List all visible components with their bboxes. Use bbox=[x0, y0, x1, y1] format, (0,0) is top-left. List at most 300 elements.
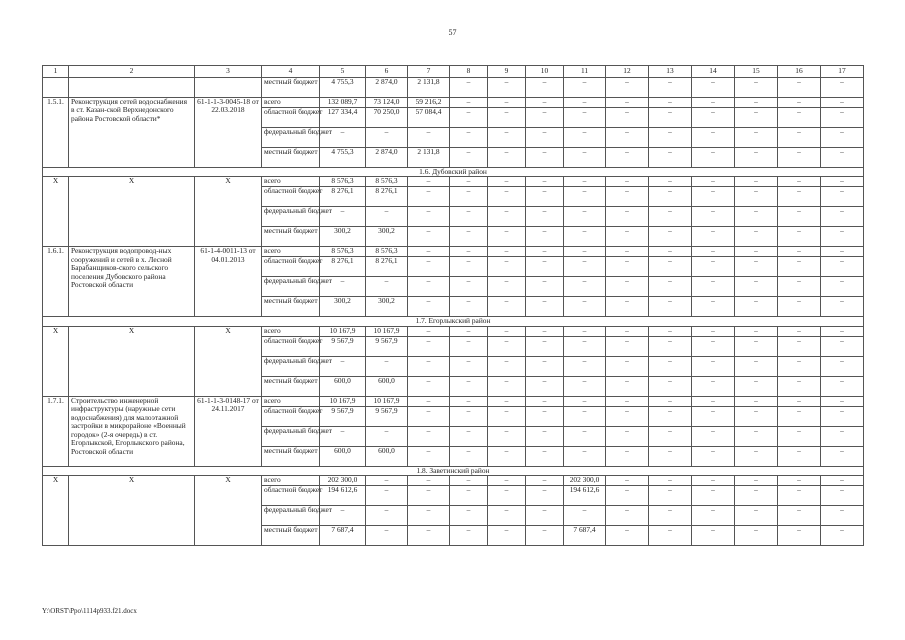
value-cell: – bbox=[778, 446, 821, 466]
value-cell: – bbox=[821, 77, 864, 97]
value-cell: – bbox=[649, 326, 692, 336]
value-cell: – bbox=[692, 406, 735, 426]
value-cell: – bbox=[778, 326, 821, 336]
value-cell: – bbox=[564, 97, 606, 107]
column-header: 16 bbox=[778, 66, 821, 78]
value-cell: – bbox=[692, 356, 735, 376]
project-number-cell: 1.5.1. bbox=[43, 97, 69, 167]
value-cell: – bbox=[488, 257, 526, 277]
value-cell: – bbox=[778, 486, 821, 506]
value-cell: – bbox=[735, 207, 778, 227]
value-cell: – bbox=[821, 396, 864, 406]
value-cell: – bbox=[564, 77, 606, 97]
value-cell: 300,2 bbox=[320, 297, 366, 317]
value-cell: – bbox=[606, 426, 649, 446]
column-header: 9 bbox=[488, 66, 526, 78]
value-cell: – bbox=[692, 107, 735, 127]
value-cell: 8 576,3 bbox=[320, 177, 366, 187]
column-header: 13 bbox=[649, 66, 692, 78]
value-cell: 9 567,9 bbox=[366, 336, 408, 356]
value-cell: – bbox=[564, 187, 606, 207]
value-cell: – bbox=[778, 127, 821, 147]
value-cell: – bbox=[488, 227, 526, 247]
column-header: 12 bbox=[606, 66, 649, 78]
value-cell: – bbox=[450, 476, 488, 486]
value-cell: – bbox=[821, 326, 864, 336]
value-cell: – bbox=[821, 406, 864, 426]
value-cell: – bbox=[778, 526, 821, 546]
budget-type-cell: федеральный бюджет bbox=[262, 207, 320, 227]
value-cell: – bbox=[692, 177, 735, 187]
value-cell: – bbox=[408, 426, 450, 446]
value-cell: – bbox=[526, 277, 564, 297]
value-cell: – bbox=[649, 297, 692, 317]
column-header: 2 bbox=[69, 66, 195, 78]
value-cell: – bbox=[606, 297, 649, 317]
column-header: 14 bbox=[692, 66, 735, 78]
value-cell: – bbox=[526, 177, 564, 187]
x-mark-cell: X bbox=[43, 476, 69, 546]
value-cell: – bbox=[692, 506, 735, 526]
value-cell: 600,0 bbox=[366, 376, 408, 396]
value-cell: – bbox=[649, 147, 692, 167]
value-cell: – bbox=[821, 247, 864, 257]
value-cell: – bbox=[450, 336, 488, 356]
value-cell: – bbox=[606, 376, 649, 396]
value-cell: – bbox=[649, 476, 692, 486]
project-number-cell: 1.6.1. bbox=[43, 247, 69, 317]
section-row bbox=[43, 167, 864, 177]
value-cell: 194 612,6 bbox=[320, 486, 366, 506]
value-cell: – bbox=[606, 107, 649, 127]
value-cell: – bbox=[606, 147, 649, 167]
value-cell: – bbox=[526, 107, 564, 127]
value-cell: – bbox=[488, 486, 526, 506]
value-cell: – bbox=[526, 396, 564, 406]
value-cell: – bbox=[408, 326, 450, 336]
value-cell: – bbox=[450, 326, 488, 336]
value-cell: – bbox=[692, 147, 735, 167]
value-cell: – bbox=[488, 336, 526, 356]
value-cell: 7 687,4 bbox=[320, 526, 366, 546]
value-cell: – bbox=[564, 426, 606, 446]
budget-type-cell: федеральный бюджет bbox=[262, 127, 320, 147]
value-cell: – bbox=[366, 356, 408, 376]
value-cell: – bbox=[564, 227, 606, 247]
value-cell: – bbox=[488, 406, 526, 426]
value-cell: 127 334,4 bbox=[320, 107, 366, 127]
value-cell: – bbox=[564, 506, 606, 526]
table-row bbox=[43, 326, 864, 336]
value-cell: – bbox=[564, 297, 606, 317]
value-cell: – bbox=[735, 77, 778, 97]
value-cell: – bbox=[366, 127, 408, 147]
value-cell: – bbox=[408, 297, 450, 317]
value-cell: – bbox=[821, 107, 864, 127]
value-cell: – bbox=[320, 426, 366, 446]
value-cell: – bbox=[450, 376, 488, 396]
value-cell: – bbox=[821, 187, 864, 207]
value-cell: – bbox=[778, 187, 821, 207]
value-cell: – bbox=[692, 526, 735, 546]
value-cell: – bbox=[649, 177, 692, 187]
value-cell: – bbox=[735, 356, 778, 376]
value-cell: – bbox=[735, 336, 778, 356]
value-cell: – bbox=[821, 376, 864, 396]
value-cell: – bbox=[821, 426, 864, 446]
value-cell: 70 250,0 bbox=[366, 107, 408, 127]
value-cell: – bbox=[778, 426, 821, 446]
value-cell: – bbox=[649, 336, 692, 356]
value-cell: – bbox=[821, 356, 864, 376]
value-cell: – bbox=[408, 486, 450, 506]
value-cell: – bbox=[649, 426, 692, 446]
project-name-cell: Строительство инженерной инфраструктуры (наружные сети водоснабжения) для малоэтажной застройки в микрорайоне «Военный городок» (2-я очередь) в ст. Егорлыкской, Егорлыкского района, Ростовской области bbox=[69, 396, 195, 466]
value-cell: – bbox=[778, 147, 821, 167]
x-mark-cell: X bbox=[69, 476, 195, 546]
value-cell: – bbox=[649, 257, 692, 277]
value-cell: – bbox=[488, 356, 526, 376]
value-cell: – bbox=[526, 227, 564, 247]
value-cell: – bbox=[320, 127, 366, 147]
value-cell: – bbox=[735, 446, 778, 466]
value-cell: – bbox=[450, 77, 488, 97]
file-path-footer: Y:\ORST\Ppo\1114p933.f21.docx bbox=[42, 607, 137, 615]
value-cell: – bbox=[408, 207, 450, 227]
x-mark-cell: X bbox=[195, 476, 262, 546]
value-cell: – bbox=[408, 446, 450, 466]
value-cell: 10 167,9 bbox=[320, 396, 366, 406]
value-cell: – bbox=[366, 526, 408, 546]
value-cell: – bbox=[606, 406, 649, 426]
value-cell: 10 167,9 bbox=[366, 396, 408, 406]
budget-type-cell: всего bbox=[262, 247, 320, 257]
value-cell: – bbox=[320, 356, 366, 376]
value-cell: – bbox=[526, 257, 564, 277]
x-mark-cell: X bbox=[69, 326, 195, 396]
value-cell: – bbox=[649, 396, 692, 406]
value-cell: – bbox=[488, 107, 526, 127]
value-cell: – bbox=[450, 107, 488, 127]
value-cell: – bbox=[366, 426, 408, 446]
budget-type-cell: федеральный бюджет bbox=[262, 506, 320, 526]
value-cell: 2 874,0 bbox=[366, 147, 408, 167]
project-code-cell: 61-1-1-3-0148-17 от 24.11.2017 bbox=[195, 396, 262, 466]
budget-type-cell: федеральный бюджет bbox=[262, 356, 320, 376]
value-cell: – bbox=[366, 486, 408, 506]
value-cell: – bbox=[692, 297, 735, 317]
value-cell: – bbox=[488, 376, 526, 396]
value-cell: – bbox=[488, 187, 526, 207]
value-cell: 10 167,9 bbox=[366, 326, 408, 336]
value-cell: – bbox=[606, 207, 649, 227]
value-cell: – bbox=[821, 476, 864, 486]
value-cell: – bbox=[526, 187, 564, 207]
value-cell: 2 131,8 bbox=[408, 147, 450, 167]
table-row bbox=[43, 177, 864, 187]
value-cell: – bbox=[408, 396, 450, 406]
column-header: 5 bbox=[320, 66, 366, 78]
value-cell: – bbox=[735, 97, 778, 107]
value-cell: – bbox=[778, 247, 821, 257]
value-cell: – bbox=[649, 277, 692, 297]
value-cell: 9 567,9 bbox=[320, 336, 366, 356]
value-cell: – bbox=[320, 506, 366, 526]
value-cell: – bbox=[778, 356, 821, 376]
project-code-cell: 61-1-4-0011-13 от 04.01.2013 bbox=[195, 247, 262, 317]
budget-type-cell: местный бюджет bbox=[262, 227, 320, 247]
value-cell: – bbox=[735, 396, 778, 406]
value-cell: – bbox=[450, 227, 488, 247]
value-cell: – bbox=[450, 356, 488, 376]
value-cell: – bbox=[450, 406, 488, 426]
value-cell: – bbox=[408, 227, 450, 247]
value-cell: – bbox=[778, 476, 821, 486]
value-cell: – bbox=[649, 247, 692, 257]
value-cell: – bbox=[408, 356, 450, 376]
project-name-cell: Реконструкция водопровод-ных сооружений и сетей в х. Лесной Барабанщиков-ского сельского поселения Дубовского района Ростовской области bbox=[69, 247, 195, 317]
budget-type-cell: местный бюджет bbox=[262, 297, 320, 317]
budget-type-cell: всего bbox=[262, 326, 320, 336]
value-cell: – bbox=[564, 207, 606, 227]
table-row bbox=[43, 97, 864, 107]
value-cell: 8 576,3 bbox=[366, 247, 408, 257]
value-cell: 600,0 bbox=[320, 446, 366, 466]
value-cell: – bbox=[526, 356, 564, 376]
value-cell: – bbox=[526, 506, 564, 526]
value-cell: 2 131,8 bbox=[408, 77, 450, 97]
value-cell: – bbox=[778, 376, 821, 396]
value-cell: – bbox=[735, 247, 778, 257]
value-cell: – bbox=[778, 77, 821, 97]
column-header: 10 bbox=[526, 66, 564, 78]
empty-cell bbox=[43, 77, 69, 97]
value-cell: – bbox=[649, 486, 692, 506]
value-cell: – bbox=[778, 406, 821, 426]
column-header: 3 bbox=[195, 66, 262, 78]
column-header: 1 bbox=[43, 66, 69, 78]
value-cell: – bbox=[778, 297, 821, 317]
value-cell: – bbox=[564, 107, 606, 127]
value-cell: – bbox=[735, 376, 778, 396]
value-cell: – bbox=[526, 476, 564, 486]
project-code-cell: 61-1-1-3-0045-18 от 22.03.2018 bbox=[195, 97, 262, 167]
value-cell: – bbox=[649, 127, 692, 147]
value-cell: – bbox=[606, 77, 649, 97]
value-cell: – bbox=[778, 336, 821, 356]
value-cell: – bbox=[526, 326, 564, 336]
value-cell: – bbox=[735, 187, 778, 207]
value-cell: 8 276,1 bbox=[366, 187, 408, 207]
value-cell: – bbox=[606, 476, 649, 486]
empty-cell bbox=[69, 77, 195, 97]
value-cell: – bbox=[488, 297, 526, 317]
value-cell: – bbox=[488, 526, 526, 546]
column-header: 6 bbox=[366, 66, 408, 78]
value-cell: – bbox=[564, 127, 606, 147]
value-cell: – bbox=[735, 177, 778, 187]
budget-table bbox=[42, 65, 864, 546]
value-cell: – bbox=[821, 227, 864, 247]
value-cell: – bbox=[564, 336, 606, 356]
value-cell: – bbox=[450, 486, 488, 506]
value-cell: – bbox=[488, 127, 526, 147]
value-cell: – bbox=[649, 187, 692, 207]
value-cell: 7 687,4 bbox=[564, 526, 606, 546]
section-title: 1.7. Егорлыкский район bbox=[43, 317, 864, 327]
value-cell: – bbox=[692, 446, 735, 466]
value-cell: – bbox=[778, 227, 821, 247]
value-cell: 9 567,9 bbox=[320, 406, 366, 426]
value-cell: – bbox=[735, 426, 778, 446]
value-cell: – bbox=[606, 526, 649, 546]
table-row bbox=[43, 396, 864, 406]
value-cell: – bbox=[488, 247, 526, 257]
value-cell: – bbox=[450, 177, 488, 187]
x-mark-cell: X bbox=[195, 326, 262, 396]
budget-type-cell: местный бюджет bbox=[262, 147, 320, 167]
column-header: 7 bbox=[408, 66, 450, 78]
value-cell: – bbox=[821, 336, 864, 356]
value-cell: 600,0 bbox=[320, 376, 366, 396]
value-cell: – bbox=[450, 207, 488, 227]
value-cell: – bbox=[692, 207, 735, 227]
value-cell: – bbox=[450, 526, 488, 546]
value-cell: – bbox=[606, 356, 649, 376]
value-cell: – bbox=[366, 277, 408, 297]
value-cell: 8 576,3 bbox=[366, 177, 408, 187]
value-cell: – bbox=[735, 227, 778, 247]
value-cell: – bbox=[821, 207, 864, 227]
value-cell: – bbox=[564, 376, 606, 396]
value-cell: – bbox=[526, 426, 564, 446]
value-cell: – bbox=[526, 486, 564, 506]
value-cell: – bbox=[564, 147, 606, 167]
value-cell: – bbox=[320, 207, 366, 227]
value-cell: – bbox=[450, 297, 488, 317]
value-cell: – bbox=[488, 396, 526, 406]
value-cell: – bbox=[606, 227, 649, 247]
value-cell: 8 576,3 bbox=[320, 247, 366, 257]
value-cell: – bbox=[606, 187, 649, 207]
value-cell: – bbox=[564, 396, 606, 406]
value-cell: – bbox=[526, 147, 564, 167]
value-cell: – bbox=[366, 506, 408, 526]
value-cell: – bbox=[450, 247, 488, 257]
value-cell: – bbox=[778, 97, 821, 107]
value-cell: – bbox=[450, 147, 488, 167]
value-cell: – bbox=[450, 257, 488, 277]
value-cell: – bbox=[450, 446, 488, 466]
value-cell: – bbox=[735, 297, 778, 317]
value-cell: – bbox=[564, 446, 606, 466]
value-cell: 4 755,3 bbox=[320, 147, 366, 167]
value-cell: – bbox=[366, 207, 408, 227]
budget-type-cell: областной бюджет bbox=[262, 257, 320, 277]
value-cell: – bbox=[778, 177, 821, 187]
value-cell: – bbox=[408, 376, 450, 396]
value-cell: – bbox=[450, 277, 488, 297]
column-header: 4 bbox=[262, 66, 320, 78]
value-cell: – bbox=[692, 227, 735, 247]
value-cell: – bbox=[366, 476, 408, 486]
value-cell: – bbox=[692, 257, 735, 277]
value-cell: – bbox=[735, 326, 778, 336]
value-cell: – bbox=[408, 506, 450, 526]
value-cell: – bbox=[821, 277, 864, 297]
value-cell: – bbox=[735, 526, 778, 546]
budget-type-cell: областной бюджет bbox=[262, 336, 320, 356]
value-cell: – bbox=[564, 326, 606, 336]
budget-type-cell: областной бюджет bbox=[262, 486, 320, 506]
value-cell: – bbox=[735, 476, 778, 486]
value-cell: – bbox=[778, 506, 821, 526]
value-cell: – bbox=[821, 526, 864, 546]
budget-type-cell: всего bbox=[262, 476, 320, 486]
value-cell: – bbox=[606, 396, 649, 406]
value-cell: – bbox=[606, 277, 649, 297]
value-cell: – bbox=[649, 406, 692, 426]
value-cell: – bbox=[649, 207, 692, 227]
value-cell: – bbox=[488, 77, 526, 97]
value-cell: – bbox=[408, 127, 450, 147]
value-cell: – bbox=[821, 177, 864, 187]
value-cell: – bbox=[606, 177, 649, 187]
budget-type-cell: местный бюджет bbox=[262, 376, 320, 396]
value-cell: – bbox=[649, 227, 692, 247]
value-cell: – bbox=[692, 247, 735, 257]
value-cell: 8 276,1 bbox=[366, 257, 408, 277]
value-cell: – bbox=[735, 107, 778, 127]
budget-type-cell: областной бюджет bbox=[262, 107, 320, 127]
project-number-cell: 1.7.1. bbox=[43, 396, 69, 466]
value-cell: – bbox=[606, 97, 649, 107]
budget-type-cell: областной бюджет bbox=[262, 187, 320, 207]
section-row bbox=[43, 466, 864, 476]
table-row bbox=[43, 247, 864, 257]
value-cell: – bbox=[692, 396, 735, 406]
value-cell: – bbox=[649, 107, 692, 127]
value-cell: – bbox=[488, 147, 526, 167]
value-cell: – bbox=[692, 376, 735, 396]
value-cell: – bbox=[649, 356, 692, 376]
value-cell: 300,2 bbox=[366, 297, 408, 317]
budget-type-cell: местный бюджет bbox=[262, 446, 320, 466]
value-cell: – bbox=[821, 97, 864, 107]
value-cell: – bbox=[408, 257, 450, 277]
value-cell: – bbox=[450, 127, 488, 147]
value-cell: – bbox=[526, 526, 564, 546]
value-cell: – bbox=[735, 277, 778, 297]
value-cell: – bbox=[821, 147, 864, 167]
value-cell: 2 874,0 bbox=[366, 77, 408, 97]
x-mark-cell: X bbox=[43, 326, 69, 396]
value-cell: – bbox=[735, 257, 778, 277]
value-cell: – bbox=[488, 326, 526, 336]
x-mark-cell: X bbox=[43, 177, 69, 247]
value-cell: – bbox=[606, 336, 649, 356]
value-cell: – bbox=[821, 506, 864, 526]
value-cell: 8 276,1 bbox=[320, 187, 366, 207]
budget-type-cell: всего bbox=[262, 177, 320, 187]
value-cell: – bbox=[450, 426, 488, 446]
value-cell: – bbox=[488, 177, 526, 187]
value-cell: – bbox=[526, 336, 564, 356]
value-cell: – bbox=[526, 77, 564, 97]
value-cell: – bbox=[526, 207, 564, 227]
value-cell: – bbox=[526, 446, 564, 466]
table-row bbox=[43, 77, 864, 97]
